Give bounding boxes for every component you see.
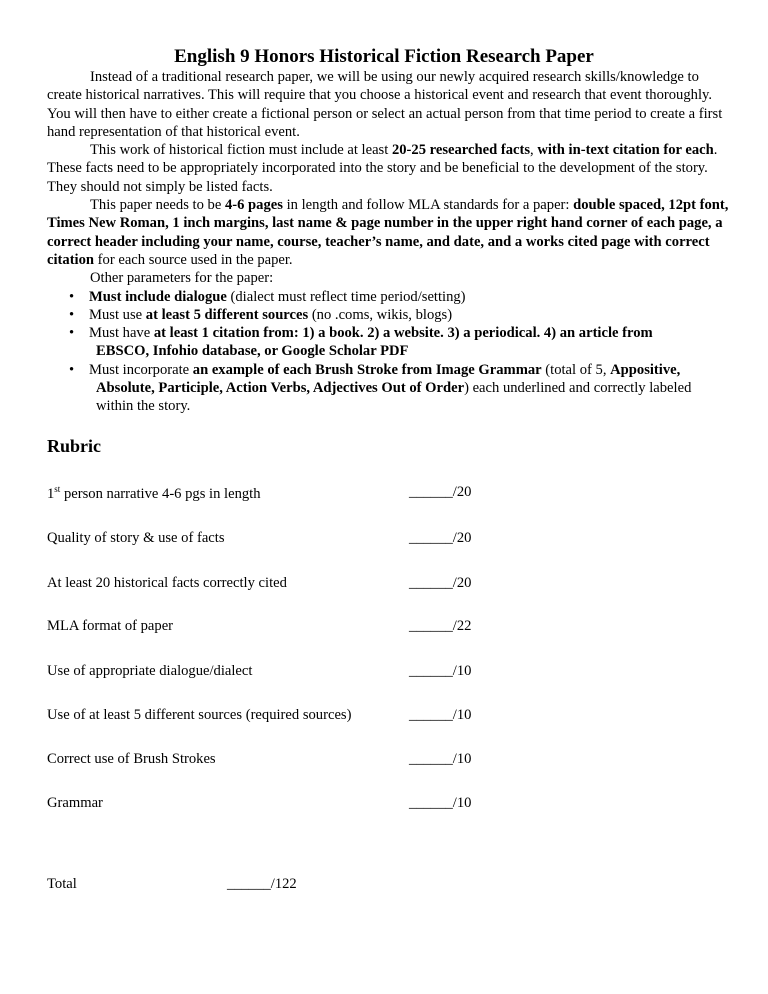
- rubric-criterion: Correct use of Brush Strokes: [47, 751, 216, 767]
- parameters-intro: Other parameters for the paper:: [90, 270, 274, 287]
- paragraph-facts: [47, 141, 732, 196]
- emphasis-page-count: 4-6 pages: [224, 197, 283, 214]
- paragraph-format: [47, 196, 732, 269]
- list-item-continuation: [89, 342, 732, 360]
- rubric-points: ______/10: [409, 751, 472, 767]
- emphasis-mla-standards: double spaced, 12pt font, Times New Roman, 1 inch margins, last name & page number in the upper right hand corner of each page, a correct header including your name, course, teacher’s name, and date, and a works cited page with correct citation: [47, 197, 729, 268]
- instructions-body: [47, 68, 732, 416]
- text: at least 1 citation from: 1) a book. 2) a website. 3) a periodical. 4) an article from: [153, 325, 653, 342]
- text: Must have: [89, 325, 154, 342]
- rubric-criterion: Use of appropriate dialogue/dialect: [47, 663, 253, 679]
- rubric-points: ______/10: [409, 663, 472, 679]
- text: at least 5 different sources: [145, 306, 309, 323]
- parameters-list: [47, 288, 732, 416]
- total-points: ______/122: [227, 876, 297, 892]
- text: This paper needs to be: [90, 197, 225, 214]
- rubric-criterion: Quality of story & use of facts: [47, 530, 225, 546]
- text: (no .coms, wikis, blogs): [308, 306, 453, 323]
- rubric-criterion: At least 20 historical facts correctly cited: [47, 575, 287, 591]
- rubric-points: ______/10: [409, 707, 472, 723]
- emphasis-facts-count: 20-25 researched facts: [391, 142, 531, 159]
- bullet-icon: •: [69, 306, 75, 323]
- text: in length and follow MLA standards for a paper:: [282, 197, 574, 214]
- rubric-criterion: Use of at least 5 different sources (required sources): [47, 707, 352, 723]
- paragraph-intro: Instead of a traditional research paper, we will be using our newly acquired research skills/knowledge to create historical narratives. This will require that you choose a historical event and research that event thoroughly. You will then have to either create a fictional person or select an actual person from that time period to create a first hand representation of that historical event.: [47, 69, 723, 140]
- text: . These facts need to be appropriately incorporated into the story and be beneficial to the development of the story. They should not simply be listed facts.: [47, 142, 718, 195]
- rubric-heading: Rubric: [47, 436, 101, 456]
- rubric-total: [47, 876, 297, 893]
- rubric-criterion: Grammar: [47, 795, 103, 811]
- text: 1: [47, 485, 55, 502]
- text: an example of each Brush Stroke from Image Grammar: [192, 361, 542, 378]
- list-item-continuation: within the story.: [96, 398, 191, 415]
- rubric-criterion: MLA format of paper: [47, 618, 174, 634]
- text: (dialect must reflect time period/setting): [226, 288, 466, 305]
- rubric-points: ______/22: [409, 618, 472, 634]
- rubric-criterion: [47, 484, 261, 503]
- bullet-icon: •: [69, 288, 75, 305]
- list-item: [65, 324, 732, 361]
- bullet-icon: •: [69, 361, 75, 378]
- bullet-icon: •: [69, 325, 75, 342]
- list-item: [65, 306, 732, 324]
- rubric-points: ______/20: [409, 484, 472, 500]
- text: This work of historical fiction must include at least: [90, 142, 392, 159]
- text: ,: [530, 142, 538, 159]
- rubric-points: ______/20: [409, 575, 472, 591]
- text: EBSCO, Infohio database, or Google Scholar PDF: [96, 343, 409, 360]
- rubric-points: ______/20: [409, 530, 472, 546]
- total-label: Total: [47, 876, 77, 892]
- text: person narrative 4-6 pgs in length: [60, 485, 261, 502]
- text: Must incorporate: [89, 361, 193, 378]
- text: Must use: [89, 306, 146, 323]
- text: Absolute, Participle, Action Verbs, Adjectives Out of Order: [96, 380, 465, 397]
- list-item-continuation: [89, 379, 732, 397]
- page-title: English 9 Honors Historical Fiction Research Paper: [174, 46, 594, 67]
- emphasis-citation: with in-text citation for each: [537, 142, 714, 159]
- list-item: [65, 361, 732, 416]
- text: Appositive,: [610, 361, 681, 378]
- text: ) each underlined and correctly labeled: [464, 380, 692, 397]
- text: st: [54, 484, 61, 494]
- rubric-points: ______/10: [409, 795, 472, 811]
- list-item: [65, 288, 732, 306]
- text: for each source used in the paper.: [94, 251, 293, 268]
- text: (total of 5,: [541, 361, 611, 378]
- text: Must include dialogue: [89, 288, 227, 305]
